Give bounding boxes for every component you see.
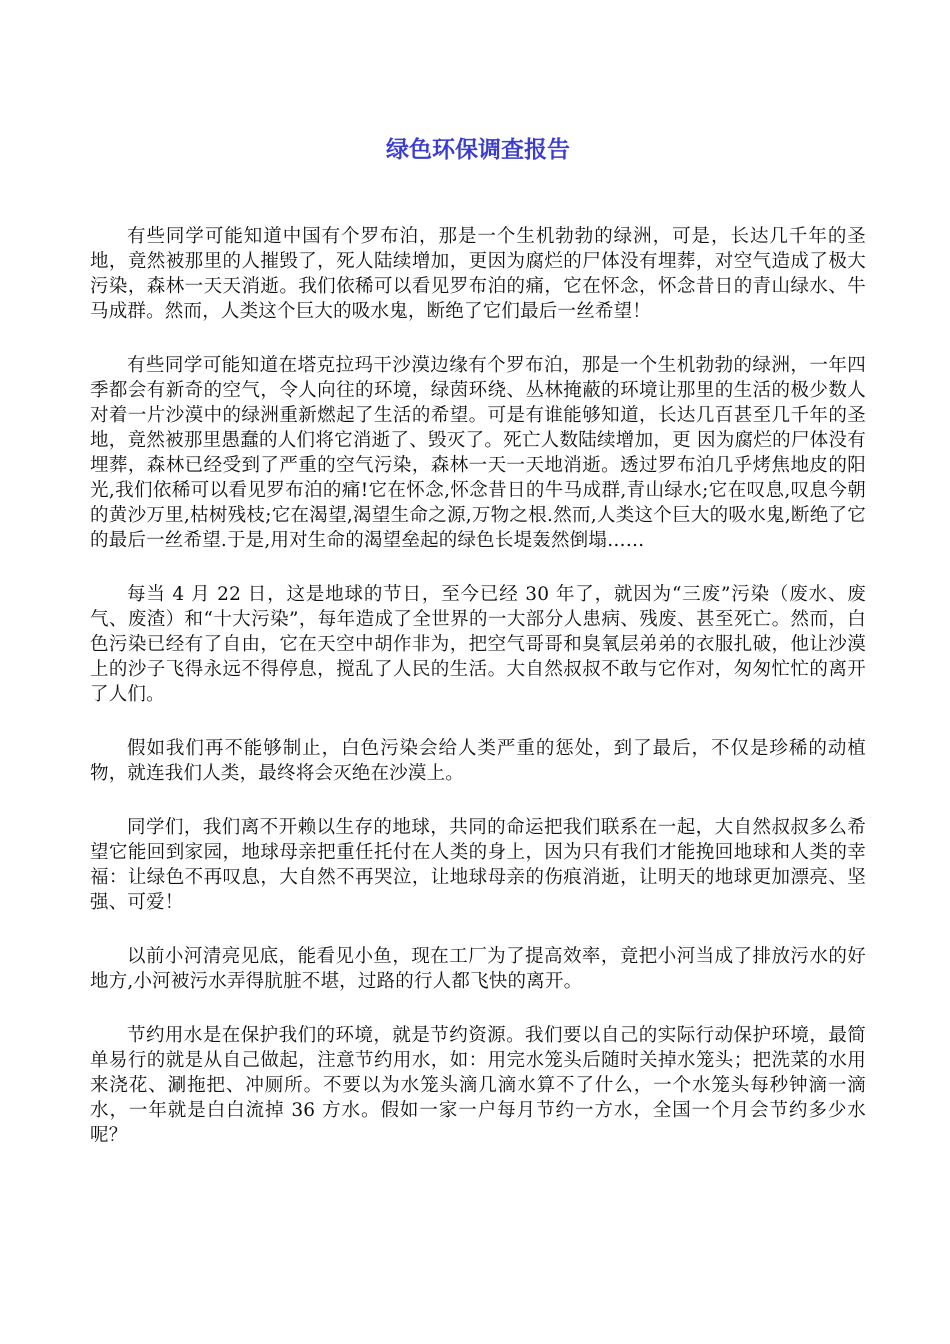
- paragraph-7: 节约用水是在保护我们的环境，就是节约资源。我们要以自己的实际行动保护环境，最简单易行的就是从自己做起，注意节约用水，如：用完水笼头后随时关掉水笼头；把洗菜的水用来浇花、涮拖把、冲厕所。不要以为水笼头滴几滴水算不了什么，一个水笼头每秒钟滴一滴水，一年就是白白流掉 36 方水。假如一家一户每月节约一方水，全国一个月会节约多少水呢？: [90, 1025, 866, 1146]
- document-page: [90, 0, 866, 1344]
- paragraph-3: 每当 4 月 22 日，这是地球的节日，至今已经 30 年了，就因为“三废”污染（废水、废气、废渣）和“十大污染”，每年造成了全世界的一大部分人患病、残废、甚至死亡。然而，白色污染已经有了自由，它在天空中胡作非为，把空气哥哥和臭氧层弟弟的衣服扎破，他让沙漠上的沙子飞得永远不得停息，搅乱了人民的生活。大自然叔叔不敢与它作对，匆匆忙忙的离开了人们。: [90, 584, 866, 705]
- paragraph-5: 同学们，我们离不开赖以生存的地球，共同的命运把我们联系在一起，大自然叔叔多么希望它能回到家园，地球母亲把重任托付在人类的身上，因为只有我们才能挽回地球和人类的幸福：让绿色不再叹息，大自然不再哭泣，让地球母亲的伤痕消逝，让明天的地球更加漂亮、坚强、可爱！: [90, 817, 866, 913]
- document-title: 绿色环保调查报告: [386, 137, 570, 163]
- paragraph-1: 有些同学可能知道中国有个罗布泊，那是一个生机勃勃的绿洲，可是，长达几千年的圣地，竟然被那里的人摧毁了，死人陆续增加，更因为腐烂的尸体没有埋葬，对空气造成了极大污染，森林一天天消逝。我们依稀可以看见罗布泊的痛，它在怀念，怀念昔日的青山绿水、牛马成群。然而，人类这个巨大的吸水鬼，断绝了它们最后一丝希望！: [90, 226, 866, 322]
- document-body: [90, 224, 866, 1148]
- paragraph-6: 以前小河清亮见底，能看见小鱼，现在工厂为了提高效率，竟把小河当成了排放污水的好地方,小河被污水弄得肮脏不堪，过路的行人都飞快的离开。: [90, 946, 866, 992]
- paragraph-2: 有些同学可能知道在塔克拉玛干沙漠边缘有个罗布泊，那是一个生机勃勃的绿洲，一年四季都会有新奇的空气，令人向往的环境，绿茵环绕、丛林掩蔽的环境让那里的生活的极少数人对着一片沙漠中的绿洲重新燃起了生活的希望。可是有谁能够知道，长达几百甚至几千年的圣地，竟然被那里愚蠢的人们将它消逝了、毁灭了。死亡人数陆续增加，更 因为腐烂的尸体没有埋葬，森林已经受到了严重的空气污染，森林一天一天地消逝。透过罗布泊几乎烤焦地皮的阳光,我们依稀可以看见罗布泊的痛!它在怀念,怀念昔日的牛马成群,青山绿水;它在叹息,叹息今朝的黄沙万里,枯树残枝;它在渴望,渴望生命之源,万物之根.然而,人类这个巨大的吸水鬼,断绝了它的最后一丝希望.于是,用对生命的渴望垒起的绿色长堤轰然倒塌……: [90, 355, 866, 551]
- paragraph-4: 假如我们再不能够制止，白色污染会给人类严重的惩处，到了最后，不仅是珍稀的动植物，就连我们人类，最终将会灭绝在沙漠上。: [90, 738, 866, 784]
